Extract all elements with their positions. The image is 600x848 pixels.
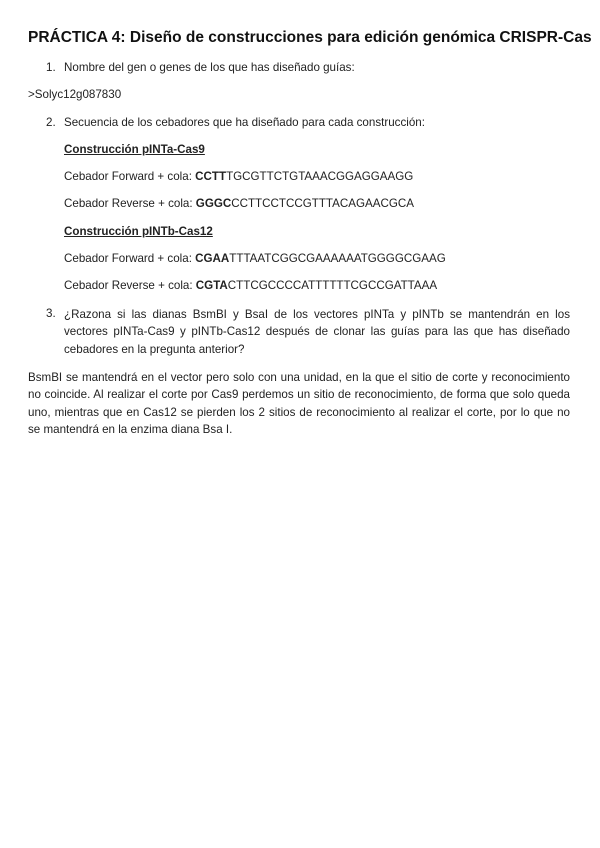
q3-number: 3. xyxy=(46,307,56,320)
primer-forward-cas12 xyxy=(64,252,446,265)
q2-number: 2. xyxy=(46,116,56,129)
primer-tail: CGAA xyxy=(195,252,230,265)
primer-sequence: TTTAATCGGCGAAAAAATGGGGCGAAG xyxy=(229,252,446,265)
q3-answer: BsmBI se mantendrá en el vector pero solo con una unidad, en la que el sitio de corte y reconocimiento no coincide. Al realizar el corte por Cas9 perdemos un sitio de reconocimiento, de forma que solo queda uno, mientras que en Cas12 se pierden los 2 sitios de reconocimiento al realizar el corte, por lo que no se mantendrá en la enzima diana Bsa I. xyxy=(28,371,570,436)
q1-answer: >Solyc12g087830 xyxy=(28,88,122,101)
primer-tail: CGTA xyxy=(195,279,228,292)
primer-label: Cebador Reverse + cola: xyxy=(64,279,196,292)
primer-reverse-cas9 xyxy=(64,197,414,210)
primer-label: Cebador Forward + cola: xyxy=(64,252,196,265)
q2-text: Secuencia de los cebadores que ha diseñado para cada construcción: xyxy=(64,116,425,129)
construct-heading-cas9: Construcción pINTa-Cas9 xyxy=(64,143,205,156)
q1-number: 1. xyxy=(46,61,56,74)
page-title: PRÁCTICA 4: Diseño de construcciones para edición genómica CRISPR-Cas xyxy=(28,29,592,46)
primer-label: Cebador Forward + cola: xyxy=(64,170,196,183)
primer-tail: CCTT xyxy=(195,170,227,183)
q3-text: ¿Razona si las dianas BsmBI y BsaI de los vectores pINTa y pINTb se mantendrán en los vectores pINTa-Cas9 y pINTb-Cas12 después de clonar las guías para las que has diseñado cebadores en la pregunta anterior? xyxy=(64,308,570,356)
primer-reverse-cas12 xyxy=(64,279,437,292)
primer-sequence: TGCGTTCTGTAAACGGAGGAAGG xyxy=(226,170,414,183)
construct-heading-cas12: Construcción pINTb-Cas12 xyxy=(64,225,213,238)
primer-sequence: CCTTCCTCCGTTTACAGAACGCA xyxy=(231,197,414,210)
primer-label: Cebador Reverse + cola: xyxy=(64,197,196,210)
primer-tail: GGGC xyxy=(195,197,232,210)
q1-text: Nombre del gen o genes de los que has diseñado guías: xyxy=(64,61,355,74)
primer-sequence: CTTCGCCCCATTTTTTCGCCGATTAAA xyxy=(227,279,438,292)
primer-forward-cas9 xyxy=(64,170,413,183)
